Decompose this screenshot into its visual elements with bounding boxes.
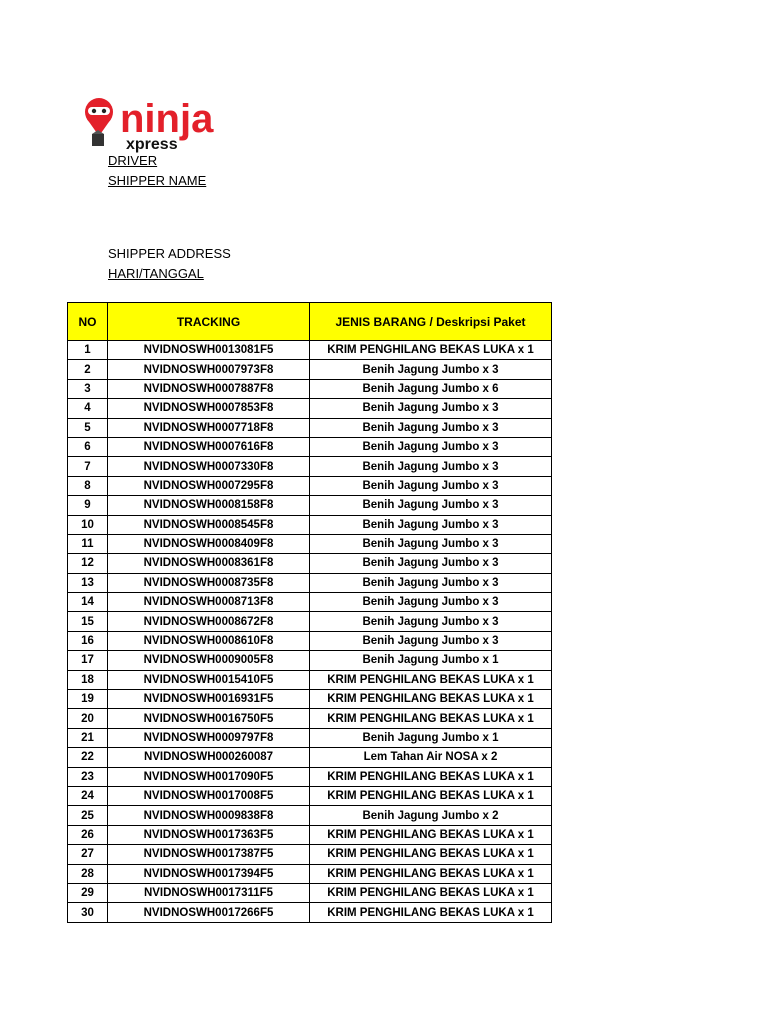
cell-no: 25 bbox=[68, 806, 108, 825]
header-tracking: TRACKING bbox=[108, 303, 310, 341]
header-description: JENIS BARANG / Deskripsi Paket bbox=[310, 303, 552, 341]
cell-no: 26 bbox=[68, 825, 108, 844]
cell-tracking: NVIDNOSWH0007330F8 bbox=[108, 457, 310, 476]
cell-description: KRIM PENGHILANG BEKAS LUKA x 1 bbox=[310, 690, 552, 709]
cell-tracking: NVIDNOSWH0013081F5 bbox=[108, 341, 310, 360]
table-header-row bbox=[68, 303, 552, 341]
cell-no: 29 bbox=[68, 883, 108, 902]
cell-tracking: NVIDNOSWH0009838F8 bbox=[108, 806, 310, 825]
cell-no: 23 bbox=[68, 767, 108, 786]
cell-tracking: NVIDNOSWH0007973F8 bbox=[108, 360, 310, 379]
table-row bbox=[68, 748, 552, 767]
cell-no: 13 bbox=[68, 573, 108, 592]
cell-no: 6 bbox=[68, 437, 108, 456]
table-row bbox=[68, 786, 552, 805]
cell-description: Benih Jagung Jumbo x 3 bbox=[310, 515, 552, 534]
table-row bbox=[68, 554, 552, 573]
logo-brand-text: ninja bbox=[120, 97, 214, 141]
cell-no: 8 bbox=[68, 476, 108, 495]
cell-description: Benih Jagung Jumbo x 3 bbox=[310, 496, 552, 515]
cell-tracking: NVIDNOSWH0008545F8 bbox=[108, 515, 310, 534]
cell-tracking: NVIDNOSWH0017008F5 bbox=[108, 786, 310, 805]
cell-no: 5 bbox=[68, 418, 108, 437]
cell-tracking: NVIDNOSWH0017090F5 bbox=[108, 767, 310, 786]
cell-tracking: NVIDNOSWH0017311F5 bbox=[108, 883, 310, 902]
cell-description: KRIM PENGHILANG BEKAS LUKA x 1 bbox=[310, 903, 552, 922]
cell-no: 7 bbox=[68, 457, 108, 476]
cell-tracking: NVIDNOSWH0008672F8 bbox=[108, 612, 310, 631]
cell-no: 20 bbox=[68, 709, 108, 728]
shipper-name-label: SHIPPER NAME bbox=[108, 173, 207, 188]
table-row bbox=[68, 457, 552, 476]
header-no: NO bbox=[68, 303, 108, 341]
cell-description: KRIM PENGHILANG BEKAS LUKA x 1 bbox=[310, 786, 552, 805]
cell-tracking: NVIDNOSWH0017363F5 bbox=[108, 825, 310, 844]
cell-no: 11 bbox=[68, 534, 108, 553]
cell-description: Benih Jagung Jumbo x 3 bbox=[310, 418, 552, 437]
cell-description: Lem Tahan Air NOSA x 2 bbox=[310, 748, 552, 767]
cell-tracking: NVIDNOSWH0007887F8 bbox=[108, 379, 310, 398]
cell-description: Benih Jagung Jumbo x 2 bbox=[310, 806, 552, 825]
table-row bbox=[68, 864, 552, 883]
table-row bbox=[68, 515, 552, 534]
cell-no: 3 bbox=[68, 379, 108, 398]
table-row bbox=[68, 651, 552, 670]
cell-no: 14 bbox=[68, 593, 108, 612]
shipment-table bbox=[67, 302, 552, 923]
cell-no: 19 bbox=[68, 690, 108, 709]
cell-tracking: NVIDNOSWH0015410F5 bbox=[108, 670, 310, 689]
cell-no: 18 bbox=[68, 670, 108, 689]
cell-description: Benih Jagung Jumbo x 1 bbox=[310, 651, 552, 670]
cell-tracking: NVIDNOSWH0008361F8 bbox=[108, 554, 310, 573]
table-row bbox=[68, 534, 552, 553]
cell-tracking: NVIDNOSWH0007718F8 bbox=[108, 418, 310, 437]
cell-tracking: NVIDNOSWH0007616F8 bbox=[108, 437, 310, 456]
driver-label: DRIVER bbox=[108, 153, 158, 168]
table-row bbox=[68, 476, 552, 495]
cell-tracking: NVIDNOSWH0007295F8 bbox=[108, 476, 310, 495]
cell-tracking: NVIDNOSWH0009797F8 bbox=[108, 728, 310, 747]
cell-no: 9 bbox=[68, 496, 108, 515]
cell-tracking: NVIDNOSWH0017387F5 bbox=[108, 845, 310, 864]
table-row bbox=[68, 573, 552, 592]
shipper-address-label: SHIPPER ADDRESS bbox=[108, 246, 231, 261]
cell-no: 22 bbox=[68, 748, 108, 767]
cell-description: Benih Jagung Jumbo x 3 bbox=[310, 554, 552, 573]
cell-tracking: NVIDNOSWH0008610F8 bbox=[108, 631, 310, 650]
cell-no: 27 bbox=[68, 845, 108, 864]
cell-tracking: NVIDNOSWH0007853F8 bbox=[108, 399, 310, 418]
cell-description: Benih Jagung Jumbo x 1 bbox=[310, 728, 552, 747]
cell-tracking: NVIDNOSWH0016931F5 bbox=[108, 690, 310, 709]
table-body bbox=[68, 341, 552, 923]
table-row bbox=[68, 806, 552, 825]
cell-description: KRIM PENGHILANG BEKAS LUKA x 1 bbox=[310, 709, 552, 728]
cell-description: KRIM PENGHILANG BEKAS LUKA x 1 bbox=[310, 341, 552, 360]
cell-description: KRIM PENGHILANG BEKAS LUKA x 1 bbox=[310, 845, 552, 864]
table-row bbox=[68, 341, 552, 360]
cell-tracking: NVIDNOSWH0009005F8 bbox=[108, 651, 310, 670]
cell-tracking: NVIDNOSWH0017394F5 bbox=[108, 864, 310, 883]
cell-description: KRIM PENGHILANG BEKAS LUKA x 1 bbox=[310, 767, 552, 786]
table-row bbox=[68, 399, 552, 418]
cell-no: 21 bbox=[68, 728, 108, 747]
cell-description: Benih Jagung Jumbo x 3 bbox=[310, 360, 552, 379]
logo-sub-text: xpress bbox=[126, 136, 178, 153]
table-row bbox=[68, 845, 552, 864]
cell-no: 15 bbox=[68, 612, 108, 631]
cell-description: KRIM PENGHILANG BEKAS LUKA x 1 bbox=[310, 670, 552, 689]
cell-no: 4 bbox=[68, 399, 108, 418]
table-row bbox=[68, 496, 552, 515]
cell-tracking: NVIDNOSWH0016750F5 bbox=[108, 709, 310, 728]
table-row bbox=[68, 360, 552, 379]
cell-description: KRIM PENGHILANG BEKAS LUKA x 1 bbox=[310, 825, 552, 844]
cell-tracking: NVIDNOSWH0017266F5 bbox=[108, 903, 310, 922]
cell-description: Benih Jagung Jumbo x 3 bbox=[310, 573, 552, 592]
ninja-xpress-logo bbox=[82, 92, 252, 154]
cell-description: Benih Jagung Jumbo x 3 bbox=[310, 399, 552, 418]
table-row bbox=[68, 728, 552, 747]
cell-no: 28 bbox=[68, 864, 108, 883]
cell-no: 12 bbox=[68, 554, 108, 573]
date-label: HARI/TANGGAL bbox=[108, 266, 204, 281]
cell-description: Benih Jagung Jumbo x 3 bbox=[310, 457, 552, 476]
table-row bbox=[68, 418, 552, 437]
table-row bbox=[68, 825, 552, 844]
cell-no: 2 bbox=[68, 360, 108, 379]
cell-no: 1 bbox=[68, 341, 108, 360]
cell-description: Benih Jagung Jumbo x 3 bbox=[310, 534, 552, 553]
table-row bbox=[68, 593, 552, 612]
table-row bbox=[68, 631, 552, 650]
cell-no: 30 bbox=[68, 903, 108, 922]
cell-no: 16 bbox=[68, 631, 108, 650]
table-row bbox=[68, 670, 552, 689]
cell-no: 17 bbox=[68, 651, 108, 670]
cell-tracking: NVIDNOSWH0008158F8 bbox=[108, 496, 310, 515]
table-row bbox=[68, 379, 552, 398]
cell-no: 24 bbox=[68, 786, 108, 805]
cell-description: Benih Jagung Jumbo x 3 bbox=[310, 437, 552, 456]
cell-description: Benih Jagung Jumbo x 3 bbox=[310, 612, 552, 631]
cell-description: Benih Jagung Jumbo x 6 bbox=[310, 379, 552, 398]
table-row bbox=[68, 709, 552, 728]
table-row bbox=[68, 767, 552, 786]
ninja-mascot-icon bbox=[85, 98, 113, 146]
cell-tracking: NVIDNOSWH0008409F8 bbox=[108, 534, 310, 553]
cell-description: Benih Jagung Jumbo x 3 bbox=[310, 631, 552, 650]
cell-description: Benih Jagung Jumbo x 3 bbox=[310, 593, 552, 612]
cell-tracking: NVIDNOSWH000260087 bbox=[108, 748, 310, 767]
cell-no: 10 bbox=[68, 515, 108, 534]
cell-description: KRIM PENGHILANG BEKAS LUKA x 1 bbox=[310, 883, 552, 902]
cell-description: Benih Jagung Jumbo x 3 bbox=[310, 476, 552, 495]
table-row bbox=[68, 690, 552, 709]
cell-tracking: NVIDNOSWH0008735F8 bbox=[108, 573, 310, 592]
table-row bbox=[68, 612, 552, 631]
cell-description: KRIM PENGHILANG BEKAS LUKA x 1 bbox=[310, 864, 552, 883]
table-row bbox=[68, 437, 552, 456]
table-row bbox=[68, 883, 552, 902]
cell-tracking: NVIDNOSWH0008713F8 bbox=[108, 593, 310, 612]
table-row bbox=[68, 903, 552, 922]
